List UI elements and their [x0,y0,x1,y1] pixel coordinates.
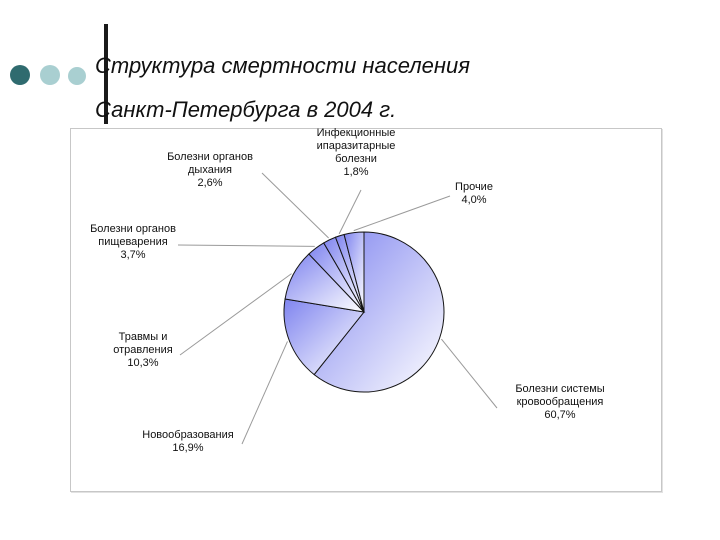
leader-line-3 [180,274,292,355]
slice-label-7: Прочие 4,0% [455,181,493,206]
slice-label-4: Болезни органов пищеварения 3,7% [90,223,176,261]
slice-label-3: Травмы и отравления 10,3% [113,331,173,369]
slice-label-5: Болезни органов дыхания 2,6% [167,151,253,189]
leader-line-1 [441,339,497,408]
leader-line-4 [178,245,315,246]
leader-line-7 [354,196,450,231]
slice-label-1: Болезни системы кровообращения 60,7% [515,383,605,421]
slide-title-line-1: Структура смертности населения [95,53,471,78]
leader-line-2 [242,341,287,444]
slice-label-6: Инфекционные ипаразитарные болезни 1,8% [316,127,396,178]
slide-title-line-2: Санкт-Петербурга в 2004 г. [95,97,397,122]
slice-label-2: Новообразования 16,9% [142,429,234,454]
leader-line-6 [339,190,361,234]
leader-line-5 [262,173,329,238]
